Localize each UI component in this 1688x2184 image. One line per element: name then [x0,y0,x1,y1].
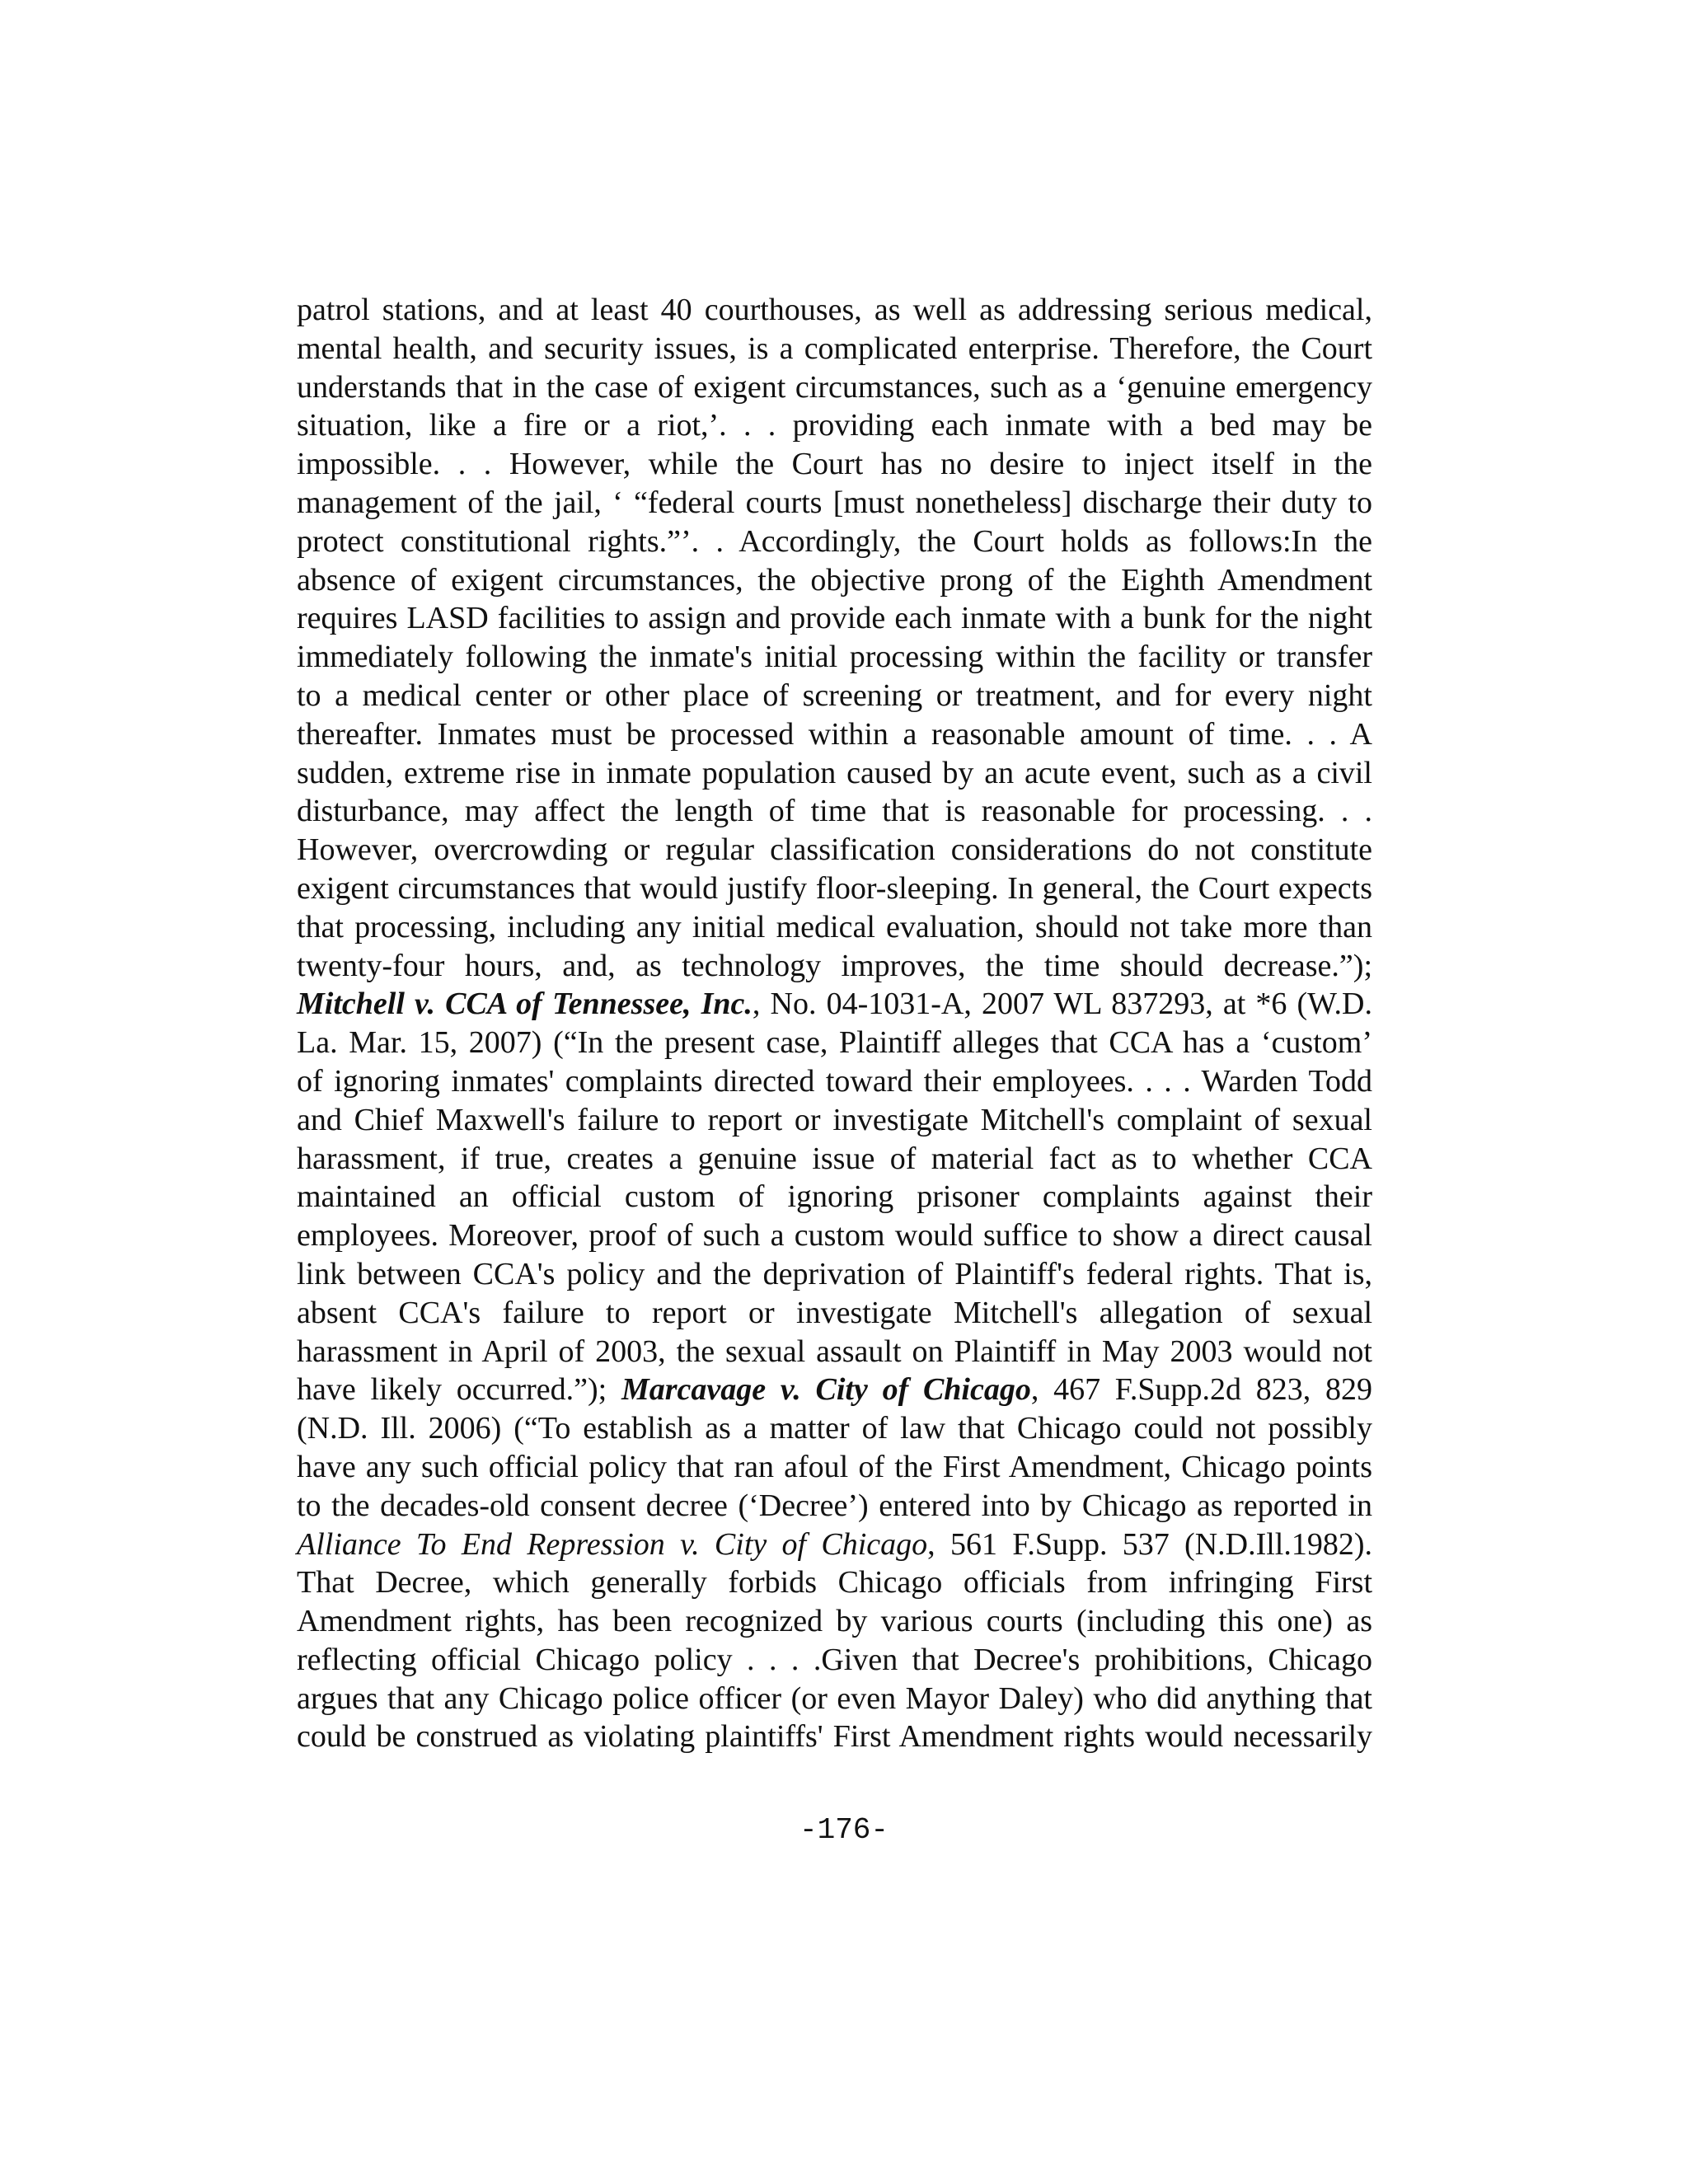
citation-alliance: , 561 F.Supp. 537 (N.D.Ill.1982). [927,1526,1372,1562]
body-text [297,291,1372,1756]
text-line: could be construed as violating plaintiffs' First Amendment rights would necessarily [297,1719,1372,1755]
text-line: thereafter. Inmates must be processed within a reasonable amount of time. . . A [297,716,1372,752]
text-line: Amendment rights, has been recognized by various courts (including this one) as [297,1604,1372,1639]
text-line: that processing, including any initial medical evaluation, should not take more than [297,909,1372,944]
text-line: of ignoring inmates' complaints directed toward their employees. . . . Warden Todd [297,1063,1372,1099]
citation-mitchell: , No. 04-1031-A, 2007 WL 837293, at *6 (W.D. [752,987,1372,1022]
text-line: situation, like a fire or a riot,’. . . providing each inmate with a bed may be [297,408,1372,443]
text-line: sudden, extreme rise in inmate population caused by an acute event, such as a civil [297,755,1372,790]
text-line: maintained an official custom of ignoring prisoner complaints against their [297,1179,1372,1215]
case-name-marcavage: Marcavage v. City of Chicago [621,1372,1031,1408]
text-line: reflecting official Chicago policy . . . .Given that Decree's prohibitions, Chicago [297,1642,1372,1677]
text-line-marcavage [297,1371,1372,1409]
text-line: harassment in April of 2003, the sexual assault on Plaintiff in May 2003 would not [297,1333,1372,1369]
page-number: -176- [799,1813,889,1847]
citation-marcavage: , 467 F.Supp.2d 823, 829 [1030,1372,1372,1408]
text-line: harassment, if true, creates a genuine issue of material fact as to whether CCA [297,1141,1372,1176]
text-line: impossible. . . However, while the Court has no desire to inject itself in the [297,447,1372,482]
text-line-alliance [297,1526,1372,1564]
text-line: That Decree, which generally forbids Chicago officials from infringing First [297,1565,1372,1601]
case-name-mitchell: Mitchell v. CCA of Tennessee, Inc. [297,987,753,1022]
text-before-marcavage: have likely occurred.”); [297,1372,621,1408]
text-line: exigent circumstances that would justify floor-sleeping. In general, the Court expects [297,870,1372,906]
text-line: disturbance, may affect the length of time that is reasonable for processing. . . [297,794,1372,829]
text-line: have any such official policy that ran afoul of the First Amendment, Chicago points [297,1449,1372,1484]
text-line: absent CCA's failure to report or investigate Mitchell's allegation of sexual [297,1295,1372,1330]
text-line: requires LASD facilities to assign and provide each inmate with a bunk for the night [297,601,1372,636]
text-line: twenty-four hours, and, as technology improves, the time should decrease.”); [297,948,1372,983]
text-line-mitchell [297,985,1372,1024]
case-name-alliance: Alliance To End Repression v. City of Chicago [297,1526,928,1562]
text-line: patrol stations, and at least 40 courthouses, as well as addressing serious medical, [297,293,1372,327]
text-line: La. Mar. 15, 2007) (“In the present case, Plaintiff alleges that CCA has a ‘custom’ [297,1025,1372,1061]
text-line: absence of exigent circumstances, the objective prong of the Eighth Amendment [297,562,1372,598]
text-line: (N.D. Ill. 2006) (“To establish as a matter of law that Chicago could not possibly [297,1411,1372,1446]
text-line: argues that any Chicago police officer (or even Mayor Daley) who did anything that [297,1680,1372,1716]
text-line: immediately following the inmate's initial processing within the facility or transfer [297,640,1372,675]
text-line: protect constitutional rights.”’. . Accordingly, the Court holds as follows:In the [297,523,1372,559]
text-line: However, overcrowding or regular classification considerations do not constitute [297,832,1372,868]
text-line: mental health, and security issues, is a complicated enterprise. Therefore, the Court [297,330,1372,366]
text-line: employees. Moreover, proof of such a custom would suffice to show a direct causal [297,1218,1372,1254]
text-line: understands that in the case of exigent circumstances, such as a ‘genuine emergency [297,369,1372,405]
text-line: to a medical center or other place of screening or treatment, and for every night [297,677,1372,713]
text-line: and Chief Maxwell's failure to report or investigate Mitchell's complaint of sexual [297,1102,1372,1137]
text-line: management of the jail, ‘ “federal courts [must nonetheless] discharge their duty to [297,485,1372,520]
text-line: link between CCA's policy and the deprivation of Plaintiff's federal rights. That is, [297,1256,1372,1291]
text-line: to the decades-old consent decree (‘Decree’) entered into by Chicago as reported in [297,1488,1372,1523]
